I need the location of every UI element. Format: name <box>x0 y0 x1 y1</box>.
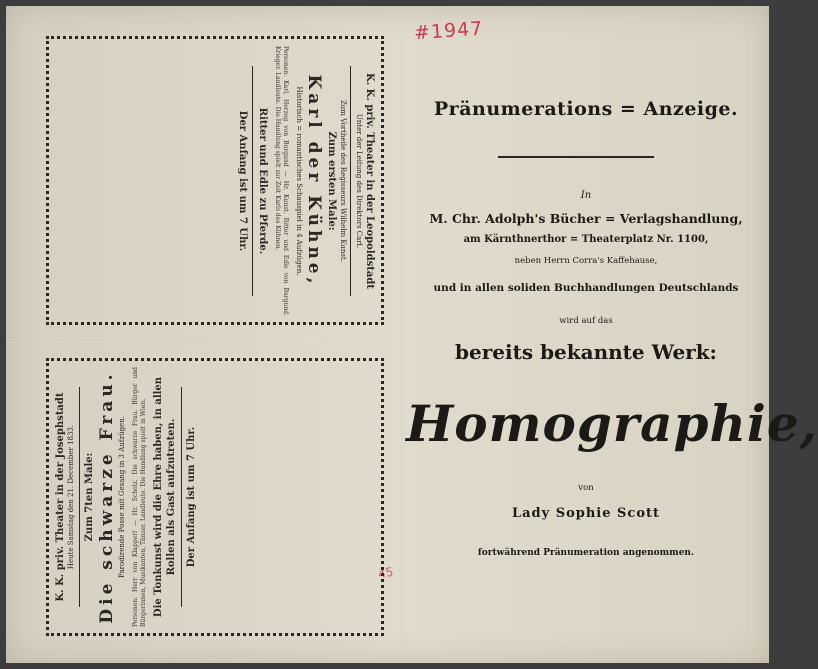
playbill-top-benefit: Zum Vortheile des Regisseurs Wilhelm Kunst. <box>339 99 347 262</box>
playbill-bottom-divider-2 <box>181 387 182 607</box>
publisher-landmark: neben Herrn Corra's Kaffehause, <box>514 256 658 266</box>
author-name: Lady Sophie Scott <box>511 506 661 521</box>
pencil-mark: 45 <box>376 564 395 582</box>
playbill-bottom-title: Die schwarze Frau. <box>97 370 117 624</box>
playbill-bottom-cast: Personen: Herr von Klapperl — Hr. Scholz. Die schwarze Frau. Bürger und Bürgerinnen, Musikanten, Tänzer, Landleute. Die Handlung spielt in Wien. <box>132 367 147 627</box>
playbill-bottom <box>46 358 384 636</box>
inventory-mark: #1947 <box>413 17 484 45</box>
playbill-bottom-theatre: K. K. priv. Theater in der Josephstadt <box>55 392 66 602</box>
wird-line: wird auf das <box>559 316 613 326</box>
playbill-top-genre: Historisch = romantisches Schauspiel in 4 Aufzügen. <box>295 86 303 275</box>
known-work-line: bereits bekannte Werk: <box>455 340 717 364</box>
bookshops-line: und in allen soliden Buchhandlungen Deutschlands <box>433 282 739 294</box>
playbill-top-content <box>54 46 376 316</box>
announcement-in: In <box>580 190 592 201</box>
playbill-bottom-premiere: Zum 7ten Male: <box>84 452 95 542</box>
work-title: Homographie, <box>406 394 818 453</box>
playbill-top-theatre: K. K. priv. Theater in der Leopoldstadt <box>364 72 375 289</box>
playbill-top-director: Unter der Leitung des Direktors Carl. <box>355 113 363 248</box>
playbill-top <box>46 36 384 325</box>
playbill-bottom-closing: Der Anfang ist um 7 Uhr. <box>186 426 198 568</box>
publisher-address: am Kärnthnerthor = Theaterplatz Nr. 1100, <box>463 234 709 245</box>
document-sheet <box>6 6 818 663</box>
playbill-bottom-notice: Die Tonkunst wird die Ehre haben, in allen Rollen als Gast aufzutreten. <box>153 376 178 618</box>
playbill-top-premiere: Zum ersten Male: <box>326 130 337 231</box>
playbill-top-divider-2 <box>252 66 253 296</box>
playbill-bottom-content <box>54 367 376 627</box>
playbill-top-title: Karl der Kühne, <box>304 74 324 287</box>
playbill-top-closing: Der Anfang ist um 7 Uhr. <box>236 110 248 251</box>
subscription-line: fortwährend Pränumeration angenommen. <box>477 548 695 558</box>
playbill-bottom-divider <box>79 387 80 607</box>
playbill-top-dancers: Ritter und Edle zu Pferde. <box>256 107 268 254</box>
playbill-bottom-date: Heute Samstag den 21. December 1833. <box>67 424 75 570</box>
von-line: von <box>578 483 594 493</box>
horizontal-fold <box>6 341 398 344</box>
title-rule <box>498 156 654 158</box>
publisher-name: M. Chr. Adolph's Bücher = Verlagshandlung, <box>429 211 743 226</box>
vertical-fold <box>401 6 404 663</box>
announcement-title: Pränumerations = Anzeige. <box>433 98 739 120</box>
playbill-bottom-genre: Parodirende Posse mit Gesang in 3 Aufzügen. <box>118 416 126 578</box>
playbill-top-cast: Personen: Karl, Herzog von Burgund — Hr. Kunst. Ritter und Edle von Burgund. Krieger. Landleute. Die Handlung spielt zur Zeit Karls des Kühnen. <box>274 45 289 316</box>
playbill-top-divider <box>350 66 351 296</box>
